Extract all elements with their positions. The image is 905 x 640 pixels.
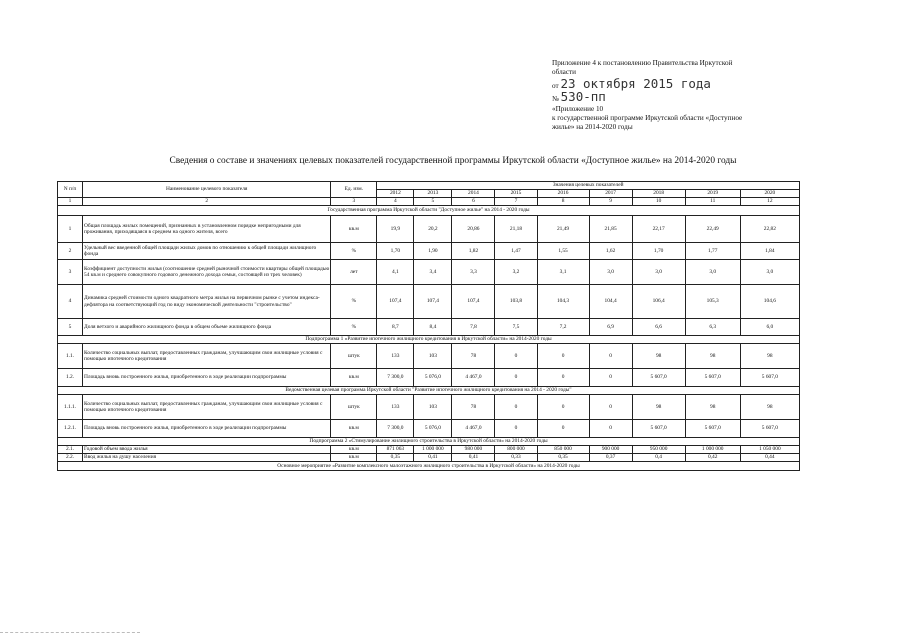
value-cell: 5 076,0 xyxy=(414,369,452,387)
table-row xyxy=(58,344,800,369)
value-cell: 0 xyxy=(589,395,632,420)
number-label: № xyxy=(552,95,559,104)
indicator-name: Количество социальных выплат, предоставленных гражданам, улучшающим свои жилищные условия с помощью ипотечного кредитования xyxy=(83,395,331,420)
value-cell: 850 000 xyxy=(537,446,589,454)
value-cell: 0,35 xyxy=(377,454,414,462)
value-cell: 98 xyxy=(740,395,799,420)
value-cell: 3,0 xyxy=(632,260,685,285)
value-cell: 103 xyxy=(414,344,452,369)
index-cell: 8 xyxy=(537,198,589,206)
value-cell: 78 xyxy=(452,344,495,369)
year-header: 2018 xyxy=(632,190,685,198)
value-cell: 0 xyxy=(589,420,632,438)
index-cell: 9 xyxy=(589,198,632,206)
section-row xyxy=(58,462,800,471)
value-cell: 1,47 xyxy=(495,243,537,260)
table-row xyxy=(58,446,800,454)
handwritten-number: 530-пп xyxy=(560,89,606,105)
value-cell: 103,8 xyxy=(495,285,537,319)
unit-cell: % xyxy=(331,243,377,260)
value-cell: 98 xyxy=(685,395,740,420)
value-cell: 5 607,0 xyxy=(740,369,799,387)
value-cell: 8,7 xyxy=(377,319,414,336)
value-cell: 1,84 xyxy=(740,243,799,260)
table-row xyxy=(58,216,800,243)
value-cell: 7 300,0 xyxy=(377,369,414,387)
value-cell: 0,44 xyxy=(740,454,799,462)
value-cell: 1,82 xyxy=(452,243,495,260)
value-cell: 22,17 xyxy=(632,216,685,243)
value-cell: 133 xyxy=(377,344,414,369)
value-cell: 21,85 xyxy=(589,216,632,243)
value-cell: 98 xyxy=(632,395,685,420)
table-row xyxy=(58,285,800,319)
unit-cell: кв.м xyxy=(331,446,377,454)
value-cell: 0,35 xyxy=(537,454,589,462)
value-cell: 0 xyxy=(495,420,537,438)
section-title: Подпрограмма 1 «Развитие ипотечного жилищного кредитования в Иркутской области» на 2014-2020 годы xyxy=(58,336,800,344)
value-cell: 5 607,0 xyxy=(685,420,740,438)
value-cell: 980 000 xyxy=(452,446,495,454)
value-cell: 104,6 xyxy=(740,285,799,319)
unit-cell: штук xyxy=(331,344,377,369)
value-cell: 0,42 xyxy=(685,454,740,462)
index-row xyxy=(58,198,800,206)
unit-cell: кв.м xyxy=(331,454,377,462)
document-header xyxy=(552,59,802,133)
year-header: 2016 xyxy=(537,190,589,198)
appendix-line: жилье» на 2014-2020 годы xyxy=(552,123,633,132)
indicator-name: Общая площадь жилых помещений, признанных в установленном порядке непригодными для проживания, приходящаяся в среднем на одного жителя, всего xyxy=(83,216,331,243)
value-cell: 5 607,0 xyxy=(632,369,685,387)
value-cell: 0,41 xyxy=(414,454,452,462)
section-row xyxy=(58,206,800,216)
value-cell: 22,49 xyxy=(685,216,740,243)
value-cell: 0 xyxy=(537,344,589,369)
year-header: 2019 xyxy=(685,190,740,198)
year-header: 2012 xyxy=(377,190,414,198)
value-cell: 7 300,0 xyxy=(377,420,414,438)
value-cell: 1,55 xyxy=(537,243,589,260)
indicator-name: Площадь вновь построенного жилья, приобретенного в ходе реализации подпрограммы xyxy=(83,369,331,387)
value-cell: 1 050 000 xyxy=(740,446,799,454)
table-row xyxy=(58,369,800,387)
value-cell: 0,37 xyxy=(589,454,632,462)
value-cell: 98 xyxy=(632,344,685,369)
index-cell: 6 xyxy=(452,198,495,206)
value-cell: 107,4 xyxy=(414,285,452,319)
index-cell: 2 xyxy=(83,198,331,206)
index-cell: 12 xyxy=(740,198,799,206)
value-cell: 0 xyxy=(495,344,537,369)
value-cell: 5 607,0 xyxy=(740,420,799,438)
index-cell: 10 xyxy=(632,198,685,206)
value-cell: 871 063 xyxy=(377,446,414,454)
table-row xyxy=(58,319,800,336)
appendix-line: к государственной программе Иркутской области «Доступное xyxy=(552,114,743,123)
unit-cell: кв.м xyxy=(331,420,377,438)
appendix-line: области xyxy=(552,68,577,77)
row-number: 3 xyxy=(58,260,83,285)
value-cell: 3,0 xyxy=(740,260,799,285)
table-row xyxy=(58,395,800,420)
indicator-name: Доля ветхого и аварийного жилищного фонда в общем объеме жилищного фонда xyxy=(83,319,331,336)
value-cell: 3,2 xyxy=(495,260,537,285)
value-cell: 0 xyxy=(537,369,589,387)
value-cell: 20,86 xyxy=(452,216,495,243)
scan-artifact xyxy=(0,632,140,635)
index-cell: 7 xyxy=(495,198,537,206)
value-cell: 6,9 xyxy=(589,319,632,336)
col-unit-header: Ед. изм. xyxy=(331,182,377,198)
value-cell: 22,82 xyxy=(740,216,799,243)
value-cell: 21,49 xyxy=(537,216,589,243)
value-cell: 106,4 xyxy=(632,285,685,319)
year-header: 2017 xyxy=(589,190,632,198)
row-number: 1.1.1. xyxy=(58,395,83,420)
date-label: от xyxy=(552,81,559,90)
table-row xyxy=(58,243,800,260)
row-number: 1.2. xyxy=(58,369,83,387)
unit-cell: % xyxy=(331,285,377,319)
value-cell: 107,4 xyxy=(452,285,495,319)
row-number: 4 xyxy=(58,285,83,319)
table-body xyxy=(58,206,800,471)
value-cell: 4 467,0 xyxy=(452,369,495,387)
value-cell: 6,0 xyxy=(740,319,799,336)
value-cell: 1 000 000 xyxy=(685,446,740,454)
row-number: 5 xyxy=(58,319,83,336)
value-cell: 3,0 xyxy=(685,260,740,285)
number-line xyxy=(552,91,802,104)
row-number: 2.1. xyxy=(58,446,83,454)
value-cell: 0 xyxy=(537,395,589,420)
value-cell: 0 xyxy=(589,369,632,387)
unit-cell: кв.м xyxy=(331,216,377,243)
value-cell: 133 xyxy=(377,395,414,420)
value-cell: 7,5 xyxy=(495,319,537,336)
value-cell: 1 000 000 xyxy=(414,446,452,454)
year-header: 2015 xyxy=(495,190,537,198)
index-cell: 5 xyxy=(414,198,452,206)
value-cell: 6,6 xyxy=(632,319,685,336)
unit-cell: штук xyxy=(331,395,377,420)
value-cell: 4 467,0 xyxy=(452,420,495,438)
appendix-line: Приложение 4 к постановлению Правительства Иркутской xyxy=(552,59,733,67)
unit-cell: кв.м xyxy=(331,369,377,387)
value-cell: 3,4 xyxy=(414,260,452,285)
col-values-header: Значения целевых показателей xyxy=(377,182,800,190)
value-cell: 0,41 xyxy=(452,454,495,462)
table-row xyxy=(58,454,800,462)
value-cell: 0,33 xyxy=(495,454,537,462)
value-cell: 4,1 xyxy=(377,260,414,285)
value-cell: 98 xyxy=(685,344,740,369)
index-cell: 4 xyxy=(377,198,414,206)
row-number: 1.1. xyxy=(58,344,83,369)
indicator-name: Ввод жилья на душу населения xyxy=(83,454,331,462)
index-cell: 1 xyxy=(58,198,83,206)
col-name-header: Наименование целевого показателя xyxy=(83,182,331,198)
value-cell: 19,9 xyxy=(377,216,414,243)
value-cell: 950 000 xyxy=(632,446,685,454)
indicator-name: Коэффициент доступности жилья (соотношение средней рыночной стоимости квартиры общей площадью 54 кв.м и среднего совокупного годового денежного дохода семьи, состоящей из трех человек) xyxy=(83,260,331,285)
section-row xyxy=(58,336,800,344)
value-cell: 800 000 xyxy=(495,446,537,454)
value-cell: 5 607,0 xyxy=(632,420,685,438)
unit-cell: % xyxy=(331,319,377,336)
section-title: Подпрограмма 2 «Стимулирование жилищного строительства в Иркутской области» на 2014-2020 годы xyxy=(58,438,800,446)
value-cell: 21,18 xyxy=(495,216,537,243)
value-cell: 1,70 xyxy=(377,243,414,260)
table-row xyxy=(58,420,800,438)
indicator-name: Годовой объем ввода жилья xyxy=(83,446,331,454)
value-cell: 7,8 xyxy=(452,319,495,336)
value-cell: 103 xyxy=(414,395,452,420)
section-title: Основное мероприятие «Развитие комплексного малоэтажного жилищного строительства в Иркутской области» на 2014-2020 годы xyxy=(58,462,800,471)
value-cell: 3,0 xyxy=(589,260,632,285)
year-header: 2020 xyxy=(740,190,799,198)
value-cell: 78 xyxy=(452,395,495,420)
value-cell: 0 xyxy=(589,344,632,369)
value-cell: 1,90 xyxy=(414,243,452,260)
value-cell: 0 xyxy=(537,420,589,438)
value-cell: 1,62 xyxy=(589,243,632,260)
col-number-header: N п/п xyxy=(58,182,83,198)
value-cell: 5 076,0 xyxy=(414,420,452,438)
value-cell: 5 607,0 xyxy=(685,369,740,387)
row-number: 1.2.1. xyxy=(58,420,83,438)
indicator-name: Площадь вновь построенного жилья, приобретенного в ходе реализации подпрограммы xyxy=(83,420,331,438)
value-cell: 107,4 xyxy=(377,285,414,319)
indicator-name: Динамика средней стоимости одного квадратного метра жилья на первичном рынке с учетом индекса-дефлятора на соответствующий год по виду экономической деятельности "строительство" xyxy=(83,285,331,319)
year-header: 2013 xyxy=(414,190,452,198)
value-cell: 104,3 xyxy=(537,285,589,319)
value-cell: 0 xyxy=(495,369,537,387)
value-cell: 1,77 xyxy=(685,243,740,260)
value-cell: 0,4 xyxy=(632,454,685,462)
section-row xyxy=(58,438,800,446)
value-cell: 7,2 xyxy=(537,319,589,336)
value-cell: 8,4 xyxy=(414,319,452,336)
value-cell: 0 xyxy=(495,395,537,420)
unit-cell: лет xyxy=(331,260,377,285)
section-title: Ведомственная целевая программа Иркутской области "Развитие ипотечного жилищного кредитования на 2014 - 2020 годы" xyxy=(58,387,800,395)
row-number: 2.2. xyxy=(58,454,83,462)
indicator-name: Удельный вес введенной общей площади жилых домов по отношению к общей площади жилищного фонда xyxy=(83,243,331,260)
value-cell: 20,2 xyxy=(414,216,452,243)
index-cell: 11 xyxy=(685,198,740,206)
section-row xyxy=(58,387,800,395)
value-cell: 105,3 xyxy=(685,285,740,319)
header-row xyxy=(58,182,800,190)
document-title: Сведения о составе и значениях целевых показателей государственной программы Иркутской области «Доступное жилье» на 2014-2020 годы xyxy=(169,156,737,166)
row-number: 2 xyxy=(58,243,83,260)
section-title: Государственная программа Иркутской области "Доступное жилье" на 2014 - 2020 годы xyxy=(58,206,800,216)
value-cell: 98 xyxy=(740,344,799,369)
handwritten-date: 23 октября 2015 года xyxy=(560,75,711,91)
indicators-table xyxy=(57,181,800,471)
index-cell: 3 xyxy=(331,198,377,206)
value-cell: 6,3 xyxy=(685,319,740,336)
value-cell: 3,1 xyxy=(537,260,589,285)
value-cell: 900 000 xyxy=(589,446,632,454)
year-header: 2014 xyxy=(452,190,495,198)
value-cell: 1,70 xyxy=(632,243,685,260)
row-number: 1 xyxy=(58,216,83,243)
table-row xyxy=(58,260,800,285)
value-cell: 3,3 xyxy=(452,260,495,285)
indicator-name: Количество социальных выплат, предоставленных гражданам, улучшающим свои жилищные условия с помощью ипотечного кредитования xyxy=(83,344,331,369)
appendix-line: «Приложение 10 xyxy=(552,104,604,113)
value-cell: 104,4 xyxy=(589,285,632,319)
